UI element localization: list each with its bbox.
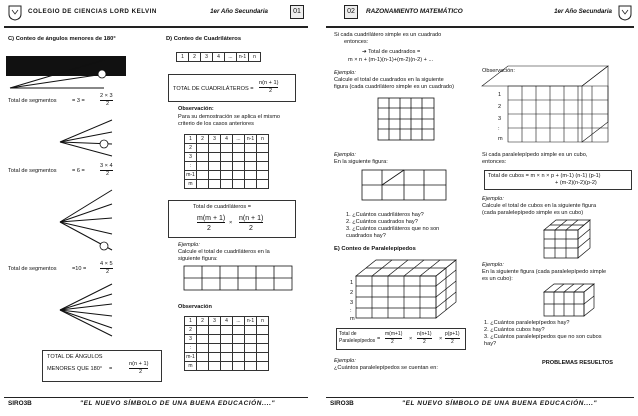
example-text-1: Calcule el total de cuadrados en la siguiente — [334, 77, 444, 83]
problems-title: PROBLEMAS RESUELTOS — [542, 360, 613, 366]
cubes-figure-2 — [544, 282, 600, 318]
grid-header-cell: n — [257, 317, 269, 326]
obs-side-label: 1 — [498, 92, 502, 98]
obs-side-label: 2 — [498, 104, 502, 110]
squares-grid-figure — [378, 98, 438, 144]
example5-title: Ejemplo: — [482, 262, 504, 268]
quad-formula-label: TOTAL DE CUADRILÁTEROS = — [173, 86, 254, 92]
grid-side-cell: m-1 — [186, 172, 195, 178]
grid-side-cell: 2 — [185, 144, 197, 153]
para-label-1: Total de — [339, 331, 357, 337]
page-header — [4, 4, 308, 28]
observation-title: Observación: — [178, 106, 214, 112]
total-quad-f2-num: n(n + 1) — [239, 215, 264, 222]
observation-cube-figure — [488, 36, 608, 146]
observation-grid — [184, 316, 269, 371]
segment-label-2: Total de segmentos — [8, 168, 57, 174]
para-f2-num: n(n+1) — [417, 331, 432, 337]
para-f1-num: m(m+1) — [385, 331, 403, 337]
angles-formula-den: 2 — [139, 369, 143, 375]
cube-side-label: 1 — [350, 280, 354, 286]
question-item: 1. ¿Cuántos cuadriláteros hay? — [346, 212, 424, 218]
observation-text-1: Para su demostración se aplica el mismo — [178, 114, 280, 120]
para-equals: = — [377, 336, 381, 342]
school-name: COLEGIO DE CIENCIAS LORD KELVIN — [28, 8, 157, 15]
cube-formula-box — [484, 170, 632, 190]
grade-label: 1er Año Secundaria — [554, 8, 612, 15]
grid-header-cell: ... — [233, 135, 245, 144]
angles-box-equals: = — [109, 366, 113, 372]
question-item: 3. ¿Cuántos cuadriláteros que no son — [346, 226, 440, 232]
cube-formula-2: + (m-2)(n-2)(p-2) — [555, 180, 597, 186]
segment-label-3: Total de segmentos — [8, 266, 57, 272]
example4-text-2: (cada paralelepípedo simple es un cubo) — [482, 210, 584, 216]
segment-fraction-num-2: 3 × 4 — [100, 163, 113, 169]
example4-text-1: Calcule el total de cubos en la siguiente figura — [482, 203, 597, 209]
grid-header-cell: 2 — [197, 317, 209, 326]
parallelepiped-formula-box — [336, 328, 466, 350]
angles-formula-num: n(n + 1) — [129, 361, 149, 367]
cube-side-label: 3 — [350, 300, 354, 306]
intro-text-1: Si cada cuadrilátero simple es un cuadrado — [334, 32, 442, 38]
cube-intro-1: Si cada paralelepípedo simple es un cubo, — [482, 152, 588, 158]
grid-side-cell: : — [185, 162, 197, 171]
cube-side-label: m — [350, 316, 355, 322]
footer-code: SIRO3B — [330, 400, 354, 407]
observation-text-2: criterio de los casos anteriores — [178, 121, 254, 127]
para-f3-den: 2 — [451, 339, 454, 345]
segment-value-3: =10 = — [72, 266, 87, 272]
quadrilateral-grid — [184, 134, 269, 189]
row-cell: 4 — [213, 53, 225, 62]
question2-item: 3. ¿Cuántos paralelepípedos que no son cubos — [484, 334, 602, 340]
grid-header-cell: n-1 — [245, 135, 257, 144]
page-number: 01 — [290, 5, 304, 19]
question-item: 2. ¿Cuántos cuadrados hay? — [346, 219, 418, 225]
segment-value-1: = 3 = — [72, 98, 85, 104]
footer-motto: "EL NUEVO SÍMBOLO DE UNA BUENA EDUCACIÓN...." — [402, 400, 598, 407]
para-times: × — [439, 336, 443, 342]
parallelepiped-figure — [356, 256, 476, 324]
segment-label-1: Total de segmentos — [8, 98, 57, 104]
question2-item: 1. ¿Cuántos paralelepípedos hay? — [484, 320, 570, 326]
grid-header-cell: ... — [233, 317, 245, 326]
grid-header-cell: 3 — [209, 317, 221, 326]
example-text-2: figura (cada cuadrilátero simple es un cuadrado) — [334, 84, 455, 90]
row-cell: ... — [225, 53, 237, 62]
footer-code: SIRO3B — [8, 400, 32, 407]
example4-title: Ejemplo: — [482, 196, 504, 202]
row-cell: 1 — [177, 53, 189, 62]
grid-side-cell: 3 — [185, 153, 197, 162]
page-footer — [4, 397, 308, 410]
grid-header-cell: 4 — [221, 135, 233, 144]
school-crest-icon — [8, 5, 22, 21]
para-f1-den: 2 — [391, 339, 394, 345]
quad-formula-den: 2 — [269, 88, 273, 94]
total-quad-f1-den: 2 — [207, 225, 211, 232]
grid-header-cell: 4 — [221, 317, 233, 326]
right-page — [322, 0, 638, 416]
segment-fraction-num-3: 4 × 5 — [100, 261, 113, 267]
angle-figure-4 — [0, 282, 160, 338]
row-cell: n-1 — [237, 53, 249, 62]
page-footer — [326, 397, 634, 410]
total-quad-f1-num: m(m + 1) — [197, 215, 226, 222]
total-quad-times: × — [229, 220, 233, 226]
intro-text-2: entonces: — [344, 39, 369, 45]
school-crest-icon — [618, 5, 632, 21]
subject-title: RAZONAMIENTO MATEMÁTICO — [366, 8, 463, 15]
segment-fraction-den-1: 2 — [106, 101, 110, 107]
page-header — [326, 4, 634, 28]
page-number: 02 — [344, 5, 358, 19]
obs-side-label: 3 — [498, 116, 502, 122]
grid-header-cell: 2 — [197, 135, 209, 144]
angle-figure-3 — [0, 186, 160, 256]
quad-formula-num: n(n + 1) — [259, 80, 279, 86]
squares-formula: m × n + (m-1)(n-1)+(m-2)(n-2) + ... — [348, 57, 434, 63]
quadrilateral-row — [176, 52, 261, 62]
cube-formula-1: Total de cubos = m × n × p + (m-1) (n-1) (p-1) — [488, 173, 601, 179]
example3-title: Ejemplo: — [334, 358, 356, 364]
footer-motto: "EL NUEVO SÍMBOLO DE UNA BUENA EDUCACIÓN...." — [80, 400, 276, 407]
segment-value-2: = 6 = — [72, 168, 85, 174]
section-e-title: E) Conteo de Paralelepípedos — [334, 246, 416, 252]
grid-header-cell: 1 — [185, 135, 197, 144]
para-f2-den: 2 — [423, 339, 426, 345]
grid-side-cell: 3 — [185, 335, 197, 344]
observation-title: Observación: — [482, 68, 515, 74]
cube-side-label: : — [350, 308, 352, 314]
example-text-2: siguiente figura: — [178, 256, 218, 262]
grid-side-cell: m-1 — [186, 354, 195, 360]
quad-formula-box — [168, 74, 296, 102]
para-times: × — [409, 336, 413, 342]
example2-title: Ejemplo: — [334, 152, 356, 158]
angles-box-line1: TOTAL DE ÁNGULOS — [47, 354, 103, 360]
grid-side-cell: 2 — [185, 326, 197, 335]
segment-fraction-den-3: 2 — [106, 269, 110, 275]
angles-box-line2: MENORES QUE 180° — [47, 366, 103, 372]
row-cell: 3 — [201, 53, 213, 62]
example2-text: En la siguiente figura: — [334, 159, 388, 165]
section-d-title: D) Conteo de Cuadriláteros — [166, 36, 242, 42]
question-item: cuadrados hay? — [346, 233, 386, 239]
row-cell: n — [249, 53, 261, 62]
quadrilaterals-figure — [362, 170, 452, 206]
obs-side-label: : — [498, 126, 500, 132]
cubes-figure-1 — [544, 218, 594, 260]
para-f3-num: p(p+1) — [445, 331, 460, 337]
grid-side-cell: m — [185, 362, 197, 371]
example-grid-figure — [184, 266, 294, 294]
example5-text-2: es un cubo): — [482, 276, 513, 282]
example5-text-1: En la siguiente figura (cada paralelepípedo simple — [482, 269, 607, 275]
grid-header-cell: 3 — [209, 135, 221, 144]
total-quad-label: Total de cuadriláteros = — [193, 204, 251, 210]
angles-formula-box — [42, 350, 162, 382]
observation2-title: Observación — [178, 304, 212, 310]
grid-header-cell: n — [257, 135, 269, 144]
total-quad-box — [168, 200, 296, 238]
segment-fraction-num-1: 2 × 3 — [100, 93, 113, 99]
obs-side-label: m — [498, 136, 503, 142]
para-label-2: Paralelepípedos — [339, 338, 376, 344]
question2-item: hay? — [484, 341, 497, 347]
cube-intro-2: entonces: — [482, 159, 507, 165]
question2-item: 2. ¿Cuántos cubos hay? — [484, 327, 545, 333]
example-title: Ejemplo: — [334, 70, 356, 76]
grid-header-cell: n-1 — [245, 317, 257, 326]
angle-figure-2 — [0, 118, 160, 160]
total-squares-label: ➔ Total de cuadrados = — [362, 49, 421, 55]
segment-fraction-den-2: 2 — [106, 171, 110, 177]
grid-header-cell: 1 — [185, 317, 197, 326]
grid-side-cell: m — [185, 180, 197, 189]
total-quad-f2-den: 2 — [249, 225, 253, 232]
example3-text: ¿Cuántos paralelepípedos se cuentan en: — [334, 365, 438, 371]
left-page — [0, 0, 312, 416]
cube-side-label: 2 — [350, 290, 354, 296]
angle-figure-1 — [0, 52, 160, 92]
grid-side-cell: : — [185, 344, 197, 353]
section-c-title: C) Conteo de ángulos menores de 180° — [8, 36, 116, 42]
grade-label: 1er Año Secundaria — [210, 8, 268, 15]
example-text-1: Calcule el total de cuadriláteros en la — [178, 249, 270, 255]
row-cell: 2 — [189, 53, 201, 62]
example-title: Ejemplo: — [178, 242, 200, 248]
